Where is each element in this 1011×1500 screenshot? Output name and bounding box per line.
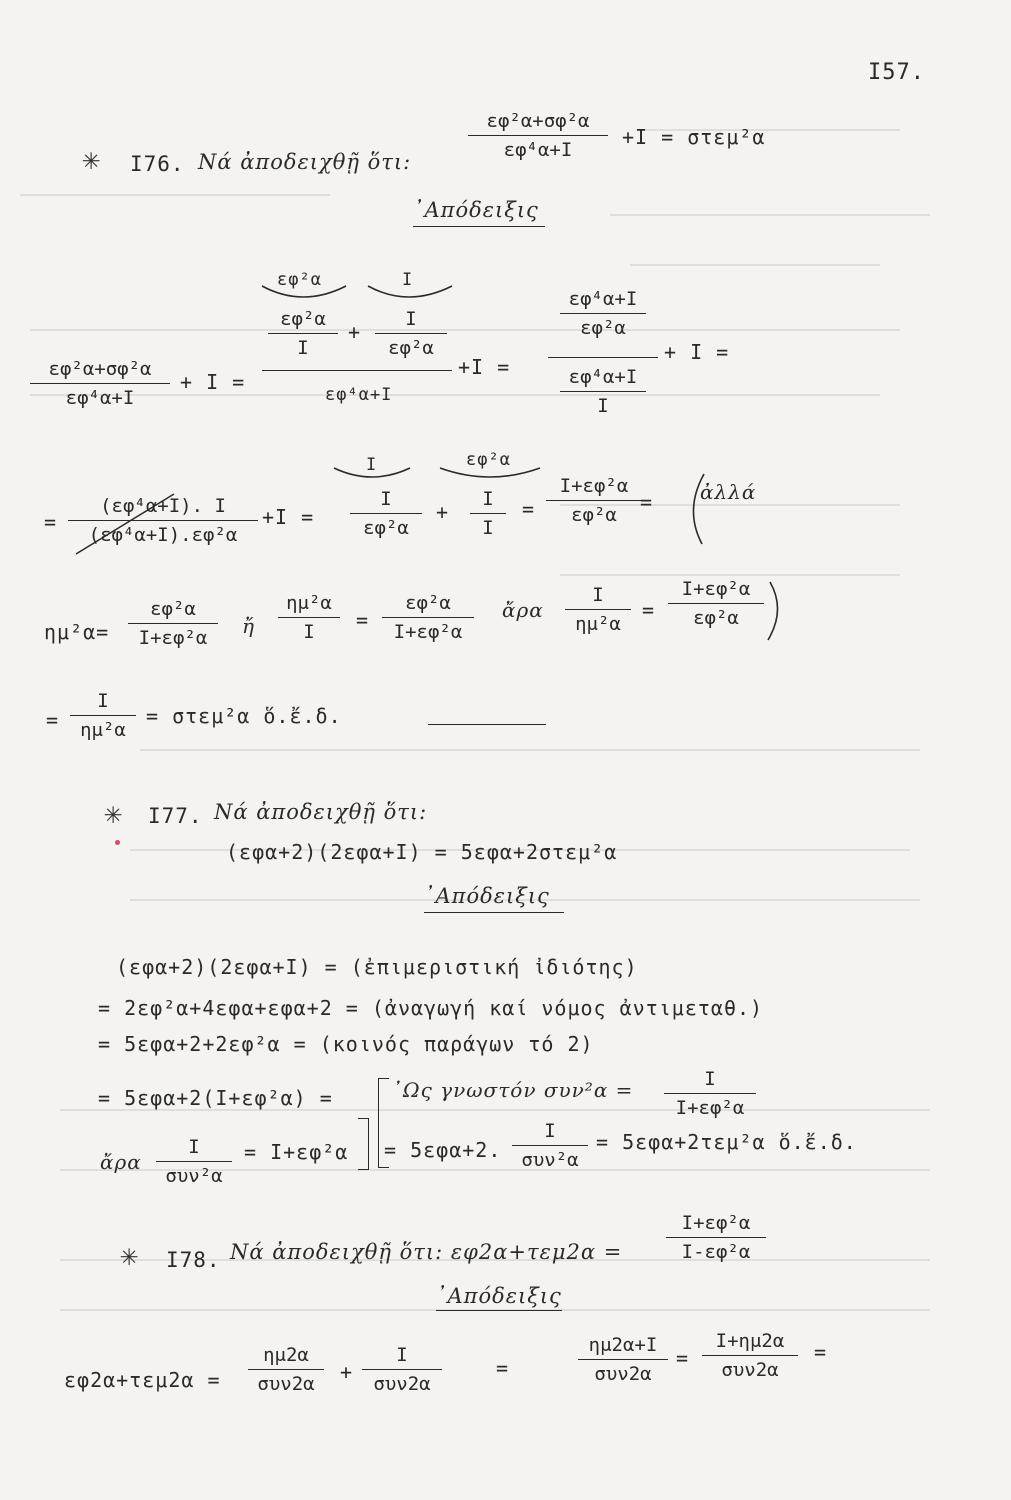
fraction-bar (382, 617, 474, 618)
step2-arcs (330, 464, 550, 484)
problem-177-line-4: = 5εφα+2(I+εφ²α) = (98, 1086, 333, 1110)
problem-177-line-1: (εφα+2)(2εφα+I) = (ἐπιμεριστική ἰδιότης) (116, 955, 638, 979)
line5-ara: ἄρα (100, 1150, 142, 1174)
line5-rhs-1: = 5εφα+2. (384, 1138, 502, 1162)
problem-178-fraction-2 (362, 1344, 442, 1395)
problem-177-statement: Νά ἀποδειχθῇ ὅτι: (214, 800, 428, 824)
bracket-text: ᾿Ως γνωστόν συν²α = (392, 1078, 634, 1102)
fraction-numerator: I (97, 690, 109, 712)
step1-lhs-fraction (30, 358, 170, 409)
asterisk-icon: ✳ (82, 142, 101, 177)
red-ink-dot (115, 840, 120, 845)
problem-177-label: I77. (148, 804, 203, 828)
identity-equals: = (356, 608, 370, 632)
fraction-bar (560, 313, 646, 314)
fraction-bar (512, 1145, 588, 1146)
cf-denominator: εφ⁴α+I (325, 385, 393, 405)
problem-176-lhs-fraction (468, 110, 608, 161)
cf-plus: + (348, 320, 362, 344)
fraction-denominator: ημ²α (575, 613, 621, 635)
problem-178-fraction-4 (702, 1330, 798, 1381)
asterisk-icon: ✳ (104, 796, 123, 831)
fraction-numerator: εφ²α+σφ²α (486, 110, 590, 132)
step2-plus-2: + (436, 500, 450, 524)
fraction-numerator: I (188, 1136, 200, 1158)
step2-fraction-1 (350, 488, 422, 539)
step2-plus: +I = (262, 505, 315, 529)
fraction-denominator: I-εφ²α (681, 1241, 751, 1263)
heading-underline (424, 912, 564, 913)
problem-176-rhs: +I = στεμ²α (622, 125, 766, 149)
fraction-numerator: I+ημ2α (715, 1330, 785, 1352)
fraction-bar (30, 383, 170, 384)
identity-lhs: ημ²α= (44, 620, 110, 644)
page-number: I57. (868, 60, 925, 85)
cf2-main-bar (548, 357, 658, 358)
cf-arcs (258, 282, 458, 304)
fraction-denominator: I (597, 395, 609, 417)
fraction-denominator: ημ²α (80, 719, 126, 741)
line5-fraction (156, 1136, 232, 1187)
fraction-bar (546, 500, 642, 501)
heading-underline (413, 226, 545, 227)
step2-equals-3: = (640, 490, 654, 514)
fraction-bar (375, 333, 447, 334)
cf2-denominator-fraction (560, 366, 646, 417)
final-fraction (70, 690, 136, 741)
fraction-numerator: I (482, 488, 494, 510)
problem-178-fraction-3 (578, 1334, 668, 1385)
fraction-denominator: εφ²α (363, 517, 409, 539)
fraction-bar (470, 513, 506, 514)
fraction-numerator: I+εφ²α (681, 1212, 751, 1234)
cf-main-bar (262, 370, 452, 371)
fraction-bar (248, 1369, 324, 1370)
identity-ara: ἄρα (502, 598, 544, 622)
final-equals: = (46, 708, 60, 732)
bracket-fraction (664, 1068, 756, 1119)
fraction-denominator: εφ²α (571, 504, 617, 526)
fraction-denominator: συν2α (721, 1359, 779, 1381)
step2-result-fraction (546, 475, 642, 526)
fraction-denominator: συν2α (257, 1373, 315, 1395)
problem-176-heading: ᾿Απόδειξις (413, 198, 539, 222)
step2-fraction-2 (470, 488, 506, 539)
fraction-numerator: εφ²α+σφ²α (48, 358, 152, 380)
fraction-bar (156, 1161, 232, 1162)
fraction-bar (70, 715, 136, 716)
fraction-numerator: I (592, 584, 604, 606)
problem-178-equals-3: = (814, 1340, 828, 1364)
fraction-numerator: I (704, 1068, 716, 1090)
fraction-denominator: I+εφ²α (675, 1097, 745, 1119)
cf-inner-fraction-1 (268, 308, 338, 359)
identity-or: ἤ (242, 614, 255, 638)
cf-top-1: εφ²α (277, 270, 322, 290)
problem-178-equals: = (496, 1356, 510, 1380)
step2-top-1: I (366, 455, 378, 475)
fraction-denominator: συν2α (373, 1373, 431, 1395)
fraction-numerator: I+εφ²α (559, 475, 629, 497)
fraction-bar (278, 617, 340, 618)
cf-inner-fraction-2 (375, 308, 447, 359)
problem-178-rhs-fraction (666, 1212, 766, 1263)
step1-plus: + I = (180, 370, 246, 394)
fraction-denominator: εφ²α (388, 337, 434, 359)
fraction-denominator: εφ⁴α+I (65, 387, 135, 409)
fraction-numerator: ημ²α (286, 592, 332, 614)
fraction-bar (268, 333, 338, 334)
line5-fraction-2 (512, 1120, 588, 1171)
identity-equals-2: = (642, 598, 656, 622)
fraction-bar (362, 1369, 442, 1370)
cf2-tail: + I = (664, 340, 730, 364)
problem-178-label: I78. (166, 1248, 221, 1272)
fraction-numerator: I+εφ²α (681, 578, 751, 600)
cf-tail: +I = (458, 355, 511, 379)
fraction-bar (468, 135, 608, 136)
fraction-bar (578, 1359, 668, 1360)
fraction-numerator: ημ2α+I (588, 1334, 658, 1356)
line5-rhs-2: = 5εφα+2τεμ²α ὅ.ἔ.δ. (596, 1130, 857, 1154)
fraction-denominator: I+εφ²α (393, 621, 463, 643)
cf-top-2: I (402, 270, 414, 290)
fraction-bar (128, 623, 218, 624)
fraction-bar (666, 1237, 766, 1238)
fraction-bar (350, 513, 422, 514)
fraction-numerator: ημ2α (263, 1344, 309, 1366)
note-alla: ἀλλά (700, 480, 757, 504)
fraction-bar (664, 1093, 756, 1094)
fraction-numerator: εφ²α (280, 308, 326, 330)
step2-top-2: εφ²α (466, 450, 511, 470)
problem-177-line-3: = 5εφα+2+2εφ²α = (κοινός παράγων τό 2) (98, 1032, 594, 1056)
fraction-denominator: εφ²α (580, 317, 626, 339)
fraction-bar (668, 603, 764, 604)
fraction-numerator: I (396, 1344, 408, 1366)
fraction-numerator: εφ²α (150, 598, 196, 620)
fraction-numerator: I (544, 1120, 556, 1142)
problem-176-label: I76. (130, 152, 185, 176)
fraction-denominator: εφ⁴α+I (503, 139, 573, 161)
end-rule (428, 724, 546, 725)
cancel-strike (70, 490, 180, 560)
fraction-numerator: εφ⁴α+I (568, 366, 638, 388)
fraction-bar (560, 391, 646, 392)
identity-fraction-3 (382, 592, 474, 643)
heading-underline (436, 1310, 562, 1311)
fraction-numerator: I (405, 308, 417, 330)
fraction-numerator: εφ²α (405, 592, 451, 614)
step2-equals: = (44, 510, 58, 534)
identity-fraction-4 (565, 584, 631, 635)
fraction-denominator: συν2α (594, 1363, 652, 1385)
problem-178-equals-2: = (676, 1346, 690, 1370)
fraction-denominator: εφ²α (693, 607, 739, 629)
problem-177-heading: ᾿Απόδειξις (424, 884, 550, 908)
problem-178-heading: ᾿Απόδειξις (436, 1284, 562, 1308)
fraction-denominator: συν²α (521, 1149, 579, 1171)
problem-178-statement: Νά ἀποδειχθῇ ὅτι: εφ2α+τεμ2α = (230, 1240, 623, 1264)
problem-178-fraction-1 (248, 1344, 324, 1395)
problem-177-line-2: = 2εφ²α+4εφα+εφα+2 = (ἀναγωγή καί νόμος ἀντιμεταθ.) (98, 996, 764, 1020)
problem-177-equation: (εφα+2)(2εφα+I) = 5εφα+2στεμ²α (226, 840, 618, 864)
identity-fraction-1 (128, 598, 218, 649)
step2-equals-2: = (522, 497, 536, 521)
final-rhs: = στεμ²α ὅ.ἔ.δ. (146, 704, 342, 728)
asterisk-icon: ✳ (120, 1238, 139, 1273)
fraction-bar (565, 609, 631, 610)
identity-fraction-5 (668, 578, 764, 629)
bracket-right (358, 1118, 369, 1170)
cf2-numerator-fraction (560, 288, 646, 339)
fraction-denominator: I (303, 621, 315, 643)
fraction-denominator: συν²α (165, 1165, 223, 1187)
fraction-denominator: I (482, 517, 494, 539)
fraction-bar (702, 1355, 798, 1356)
fraction-numerator: I (380, 488, 392, 510)
identity-fraction-2 (278, 592, 340, 643)
fraction-numerator: εφ⁴α+I (568, 288, 638, 310)
fraction-denominator: (εφ⁴α+I).εφ²α (88, 524, 238, 546)
line5-mid: = I+εφ²α (244, 1140, 349, 1164)
problem-176-statement: Νά ἀποδειχθῇ ὅτι: (198, 150, 412, 174)
problem-178-lhs: εφ2α+τεμ2α = (64, 1368, 221, 1392)
fraction-denominator: I+εφ²α (138, 627, 208, 649)
problem-178-plus: + (340, 1360, 354, 1384)
fraction-numerator: (εφ⁴α+I). I (100, 495, 226, 517)
fraction-denominator: I (297, 337, 309, 359)
